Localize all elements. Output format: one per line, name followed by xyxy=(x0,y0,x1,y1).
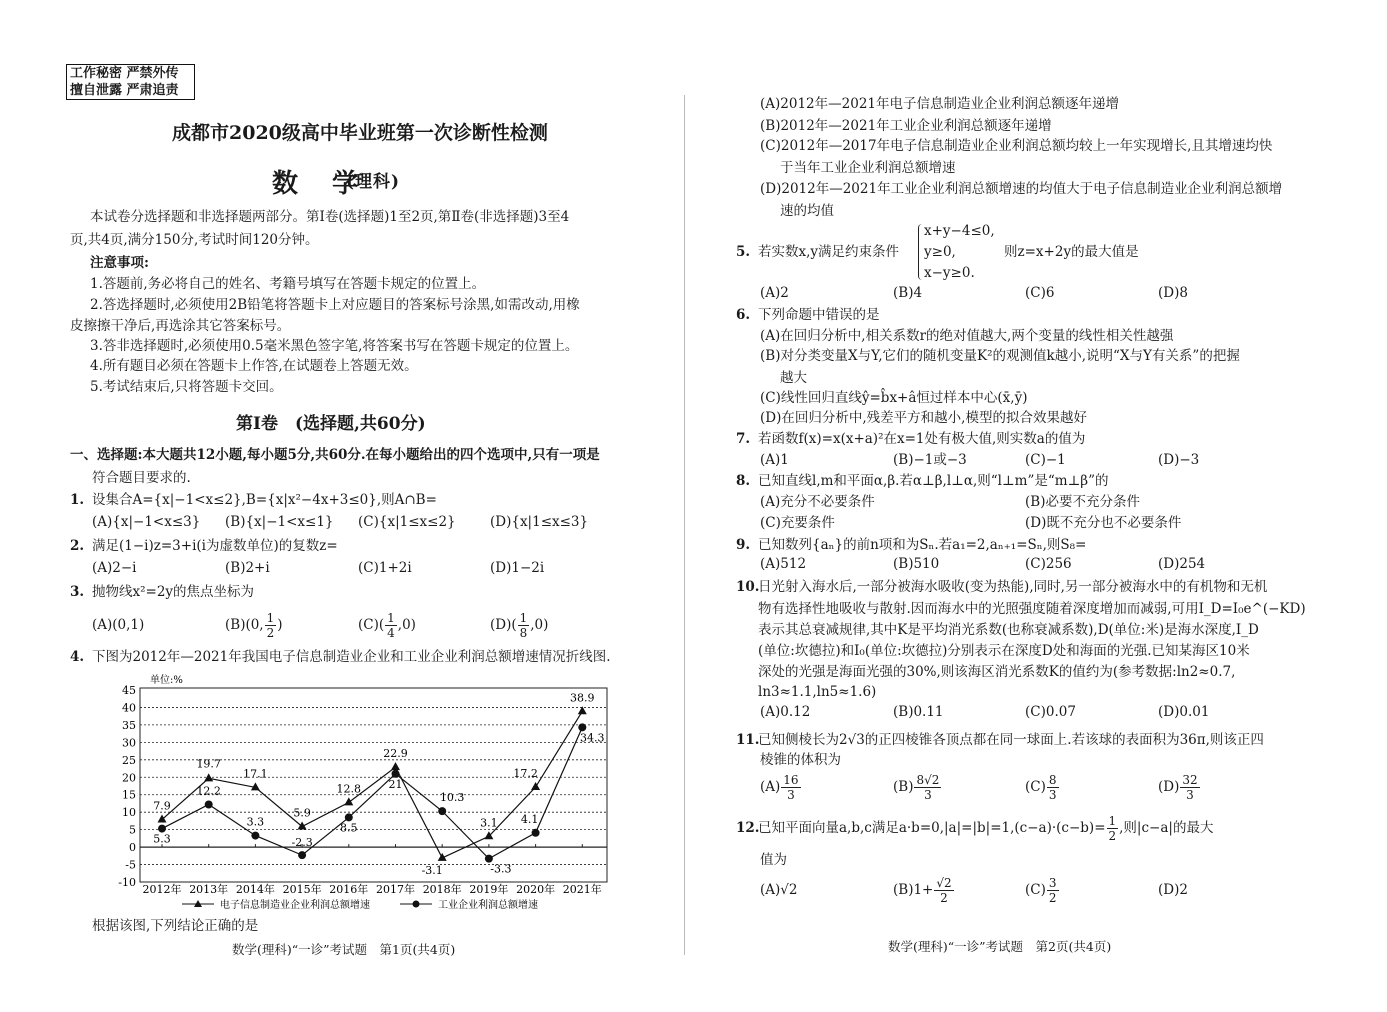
x-tick-label: 2019年 xyxy=(469,883,509,896)
data-label: 17.2 xyxy=(513,767,538,781)
question-text: 设集合A={x|−1<x≤2},B={x|x²−4x+3≤0},则A∩B= xyxy=(92,492,437,508)
x-tick-label: 2018年 xyxy=(422,883,462,896)
fraction-denominator: 2 xyxy=(940,891,948,905)
data-label: 19.7 xyxy=(196,757,221,771)
notes-item: 4.所有题目必须在答题卡上作答,在试题卷上答题无效。 xyxy=(90,358,418,374)
question-text: 根据该图,下列结论正确的是 xyxy=(92,918,259,934)
triangle-marker xyxy=(344,797,353,805)
data-label: 3.3 xyxy=(246,815,265,829)
answer-option: (D)1−2i xyxy=(490,560,545,576)
circle-marker xyxy=(485,855,493,863)
answer-option: (C)线性回归直线ŷ=b̂x+â恒过样本中心(x̄,ȳ) xyxy=(760,390,1028,406)
y-tick-label: 30 xyxy=(122,736,136,750)
answer-option: (B)2+i xyxy=(225,560,270,576)
y-tick-label: -10 xyxy=(118,876,136,889)
answer-option: (D)在回归分析中,残差平方和越小,模型的拟合效果越好 xyxy=(760,410,1087,426)
answer-option: (B)2012年—2021年工业企业利润总额逐年递增 xyxy=(760,118,1052,134)
answer-option: (D)254 xyxy=(1158,556,1206,572)
confidential-line: 工作秘密 严禁外传 xyxy=(70,66,179,81)
fraction-numerator: 1 xyxy=(1108,814,1117,828)
question-number: 1. xyxy=(70,492,85,508)
fraction-numerator: 3 xyxy=(1048,876,1057,890)
answer-option: (B)−1或−3 xyxy=(893,452,967,468)
answer-option: (A)512 xyxy=(760,556,807,572)
fraction-denominator: 2 xyxy=(1048,891,1057,905)
answer-option: (C){x|1≤x≤2} xyxy=(358,514,456,530)
data-label: 4.1 xyxy=(520,812,539,826)
option-prefix: (B)1+ xyxy=(893,882,934,898)
data-label: 5.9 xyxy=(293,806,311,820)
option-suffix: ,0) xyxy=(530,617,549,633)
x-tick-label: 2015年 xyxy=(282,883,322,896)
answer-option: 于当年工业企业利润总额增速 xyxy=(780,160,956,176)
triangle-marker xyxy=(391,762,400,770)
question-text: 则z=x+2y的最大值是 xyxy=(1004,244,1139,260)
data-label: 21 xyxy=(388,777,403,791)
answer-option: (D)0.01 xyxy=(1158,704,1210,720)
y-tick-label: -5 xyxy=(125,858,136,872)
data-label: 7.9 xyxy=(153,799,171,813)
question-number: 12. xyxy=(736,820,760,836)
series-line xyxy=(162,711,582,858)
option-prefix: (B)(0, xyxy=(225,617,264,633)
answer-option: 越大 xyxy=(780,370,807,386)
circle-marker xyxy=(578,723,586,731)
legend-label: 工业企业利润总额增速 xyxy=(438,900,538,911)
fraction-numerator: 1 xyxy=(387,611,395,625)
answer-option: (C)2012年—2017年电子信息制造业企业利润总额均较上一年实现增长,且其增速均快 xyxy=(760,138,1273,154)
answer-option: (D){x|1≤x≤3} xyxy=(490,514,589,530)
y-axis-unit: 单位:% xyxy=(150,675,183,686)
answer-option: (B){x|−1<x≤1} xyxy=(225,514,334,530)
circle-marker xyxy=(251,832,259,840)
question-number: 4. xyxy=(70,649,85,665)
triangle-marker xyxy=(158,815,167,823)
question-text: 若实数x,y满足约束条件 xyxy=(758,244,900,260)
x-tick-label: 2017年 xyxy=(376,883,415,896)
answer-option: (C)1+2i xyxy=(358,560,412,576)
page-footer: 数学(理科)“一诊”考试题 第1页(共4页) xyxy=(232,942,456,957)
option-prefix: (C) xyxy=(1025,882,1046,898)
text-line: 本试卷分选择题和非选择题两部分。第Ⅰ卷(选择题)1至2页,第Ⅱ卷(非选择题)3至4 xyxy=(90,209,570,225)
question-text: 已知侧棱长为2√3的正四棱锥各顶点都在同一球面上.若该球的表面积为36π,则该正四 xyxy=(758,732,1264,748)
question-text: (单位:坎德拉)和I₀(单位:坎德拉)分别表示在深度D处和海面的光强.已知某海区10米 xyxy=(758,643,1250,659)
option-prefix: (C) xyxy=(1025,779,1046,795)
answer-option: 速的均值 xyxy=(780,203,834,219)
answer-option: (A)0.12 xyxy=(760,704,811,720)
answer-option: (A)2012年—2021年电子信息制造业企业利润总额逐年递增 xyxy=(760,96,1119,112)
x-tick-label: 2012年 xyxy=(142,883,182,896)
constraint: x−y≥0. xyxy=(924,265,975,281)
data-label: 10.3 xyxy=(439,791,465,805)
notes-item: 2.答选择题时,必须使用2B铅笔将答题卡上对应题目的答案标号涂黑,如需改动,用橡 xyxy=(90,297,580,313)
subject-title: 数 学 xyxy=(272,169,363,199)
series-line xyxy=(162,727,582,858)
data-label: 5.3 xyxy=(153,832,171,846)
data-label: 12.2 xyxy=(196,784,221,798)
answer-option: (A)√2 xyxy=(760,882,798,898)
exam-title: 成都市2020级高中毕业班第一次诊断性检测 xyxy=(172,122,548,144)
option-prefix: (A) xyxy=(760,779,781,795)
question-text: 值为 xyxy=(760,852,787,868)
fraction-numerator: 1 xyxy=(519,611,528,625)
answer-option: (C)充要条件 xyxy=(760,515,835,531)
answer-option: (B)4 xyxy=(893,285,923,301)
question-text: 已知数列{aₙ}的前n项和为Sₙ.若a₁=2,aₙ₊₁=Sₙ,则S₈= xyxy=(758,537,1087,553)
question-text: 下列命题中错误的是 xyxy=(758,307,880,323)
y-tick-label: 10 xyxy=(122,806,136,820)
text-line: 页,共4页,满分150分,考试时间120分钟。 xyxy=(70,232,319,248)
notes-item: 3.答非选择题时,必须使用0.5毫米黑色签字笔,将答案书写在答题卡规定的位置上。 xyxy=(90,338,579,354)
answer-option: (A)2−i xyxy=(92,560,137,576)
answer-option: (C)256 xyxy=(1025,556,1072,572)
option-suffix: ) xyxy=(277,617,283,633)
question-text: 表示其总衰减规律,其中K是平均消光系数(也称衰减系数),D(单位:米)是海水深度,I_D xyxy=(758,622,1259,638)
y-tick-label: 5 xyxy=(129,823,136,837)
question-number: 10. xyxy=(736,579,760,595)
data-label: 22.9 xyxy=(383,747,408,761)
y-tick-label: 35 xyxy=(122,718,136,732)
question-number: 5. xyxy=(736,244,751,260)
circle-marker xyxy=(158,825,166,833)
answer-option: (A)(0,1) xyxy=(92,617,145,633)
answer-option: (A)在回归分析中,相关系数r的绝对值越大,两个变量的线性相关性越强 xyxy=(760,328,1174,344)
answer-option: (B)0.11 xyxy=(893,704,944,720)
section-heading: 符合题目要求的. xyxy=(92,470,191,486)
answer-option: (D)−3 xyxy=(1158,452,1200,468)
fraction-numerator: 32 xyxy=(1182,773,1198,787)
question-text: 日光射入海水后,一部分被海水吸收(变为热能),同时,另一部分被海水中的有机物和无机 xyxy=(758,579,1268,595)
data-label: -3.3 xyxy=(490,862,512,876)
question-number: 8. xyxy=(736,473,751,489)
answer-option: (A)1 xyxy=(760,452,789,468)
data-label: 12.8 xyxy=(336,782,362,796)
circle-marker xyxy=(205,801,213,809)
data-label: 8.5 xyxy=(340,821,358,835)
question-number: 2. xyxy=(70,538,85,554)
x-tick-label: 2014年 xyxy=(235,883,275,896)
question-text: ln3≈1.1,ln5≈1.6) xyxy=(758,684,877,700)
fraction-numerator: 1 xyxy=(266,611,275,625)
y-tick-label: 45 xyxy=(122,684,136,697)
y-tick-label: 25 xyxy=(122,753,136,767)
question-text: 深处的光强是海面光强的30%,则该海区消光系数K的值约为(参考数据:ln2≈0.7, xyxy=(758,664,1236,680)
y-tick-label: 0 xyxy=(129,841,136,855)
fraction-denominator: 3 xyxy=(787,788,795,802)
question-number: 3. xyxy=(70,584,85,600)
y-tick-label: 15 xyxy=(122,788,136,802)
option-prefix: (B) xyxy=(893,779,914,795)
fraction-denominator: 3 xyxy=(1186,788,1194,802)
fraction-numerator: √2 xyxy=(936,876,952,890)
part-heading: 第Ⅰ卷 (选择题,共60分) xyxy=(236,414,426,434)
fraction-numerator: 8 xyxy=(1048,773,1057,787)
option-suffix: ,0) xyxy=(397,617,416,633)
answer-option: (D)2 xyxy=(1158,882,1188,898)
answer-option: (A)2 xyxy=(760,285,789,301)
question-text: 满足(1−i)z=3+i(i为虚数单位)的复数z= xyxy=(92,538,338,554)
data-label: 17.1 xyxy=(243,767,268,781)
answer-option: (B)510 xyxy=(893,556,940,572)
triangle-marker xyxy=(531,782,540,790)
answer-option: (A){x|−1<x≤3} xyxy=(92,514,201,530)
answer-option: (D)2012年—2021年工业企业利润总额增速的均值大于电子信息制造业企业利润总额增 xyxy=(760,181,1283,197)
y-tick-label: 40 xyxy=(122,701,136,715)
data-label: 38.9 xyxy=(570,691,595,705)
constraint: y≥0, xyxy=(924,244,956,260)
fraction-denominator: 4 xyxy=(387,626,395,640)
q12-prefix: 已知平面向量a,b,c满足a·b=0,|a|=|b|=1,(c−a)·(c−b)= xyxy=(758,820,1106,836)
option-prefix: (D)( xyxy=(490,617,517,633)
question-text: 物有选择性地吸收与散射.因而海水中的光照强度随着深度增加而减弱,可用I_D=I₀e^(−KD) xyxy=(758,601,1306,617)
x-tick-label: 2020年 xyxy=(516,883,556,896)
answer-option: (A)充分不必要条件 xyxy=(760,494,875,510)
legend-label: 电子信息制造业企业利润总额增速 xyxy=(220,900,370,911)
circle-marker xyxy=(438,807,446,815)
question-text: 已知直线l,m和平面α,β.若α⊥β,l⊥α,则“l⊥m”是“m⊥β”的 xyxy=(758,473,1109,489)
answer-option: (C)−1 xyxy=(1025,452,1066,468)
data-label: -2.3 xyxy=(291,836,313,850)
q12-suffix: ,则|c−a|的最大 xyxy=(1119,820,1214,836)
confidential-line: 擅自泄露 严肃追责 xyxy=(70,83,179,98)
notes-item: 5.考试结束后,只将答题卡交回。 xyxy=(90,379,283,395)
fraction-denominator: 2 xyxy=(1108,829,1117,843)
answer-option: (B)必要不充分条件 xyxy=(1025,494,1140,510)
subject-subtitle: (理科) xyxy=(346,172,401,192)
question-number: 7. xyxy=(736,431,751,447)
question-text: 抛物线x²=2y的焦点坐标为 xyxy=(92,584,255,600)
fraction-denominator: 8 xyxy=(519,626,528,640)
notes-item: 1.答题前,务必将自己的姓名、考籍号填写在答题卡规定的位置上。 xyxy=(90,276,486,292)
fraction-numerator: 16 xyxy=(783,773,799,787)
legend-circle-icon xyxy=(413,901,420,908)
option-prefix: (C)( xyxy=(358,617,385,633)
y-tick-label: 20 xyxy=(122,771,136,785)
constraint: x+y−4≤0, xyxy=(924,223,995,239)
option-prefix: (D) xyxy=(1158,779,1180,795)
section-heading: 一、选择题:本大题共12小题,每小题5分,共60分.在每小题给出的四个选项中,只有一项是 xyxy=(70,447,600,463)
answer-option: (B)对分类变量X与Y,它们的随机变量K²的观测值k越小,说明“X与Y有关系”的把握 xyxy=(760,348,1240,364)
page-footer: 数学(理科)“一诊”考试题 第2页(共4页) xyxy=(888,939,1112,954)
data-label: -3.1 xyxy=(421,863,443,877)
data-label: 34.3 xyxy=(580,731,605,745)
question-text: 下图为2012年—2021年我国电子信息制造业企业和工业企业利润总额增速情况折线图. xyxy=(92,649,611,665)
answer-option: (C)0.07 xyxy=(1025,704,1076,720)
question-text: 棱锥的体积为 xyxy=(760,752,841,768)
answer-option: (D)8 xyxy=(1158,285,1188,301)
data-label: 3.1 xyxy=(480,816,498,830)
circle-marker xyxy=(392,770,400,778)
question-text: 若函数f(x)=x(x+a)²在x=1处有极大值,则实数a的值为 xyxy=(758,431,1086,447)
x-tick-label: 2013年 xyxy=(189,883,229,896)
answer-option: (C)6 xyxy=(1025,285,1055,301)
notes-item: 皮擦擦干净后,再选涂其它答案标号。 xyxy=(70,318,291,334)
fraction-denominator: 2 xyxy=(266,626,275,640)
notes-heading: 注意事项: xyxy=(90,255,149,271)
question-number: 9. xyxy=(736,537,751,553)
fraction-denominator: 3 xyxy=(924,788,932,802)
question-number: 11. xyxy=(736,732,760,748)
circle-marker xyxy=(298,851,306,859)
circle-marker xyxy=(532,829,540,837)
answer-option: (D)既不充分也不必要条件 xyxy=(1025,515,1182,531)
x-tick-label: 2016年 xyxy=(329,883,369,896)
x-tick-label: 2021年 xyxy=(562,883,602,896)
fraction-numerator: 8√2 xyxy=(916,773,940,787)
question-number: 6. xyxy=(736,307,751,323)
fraction-denominator: 3 xyxy=(1048,788,1057,802)
circle-marker xyxy=(345,813,353,821)
